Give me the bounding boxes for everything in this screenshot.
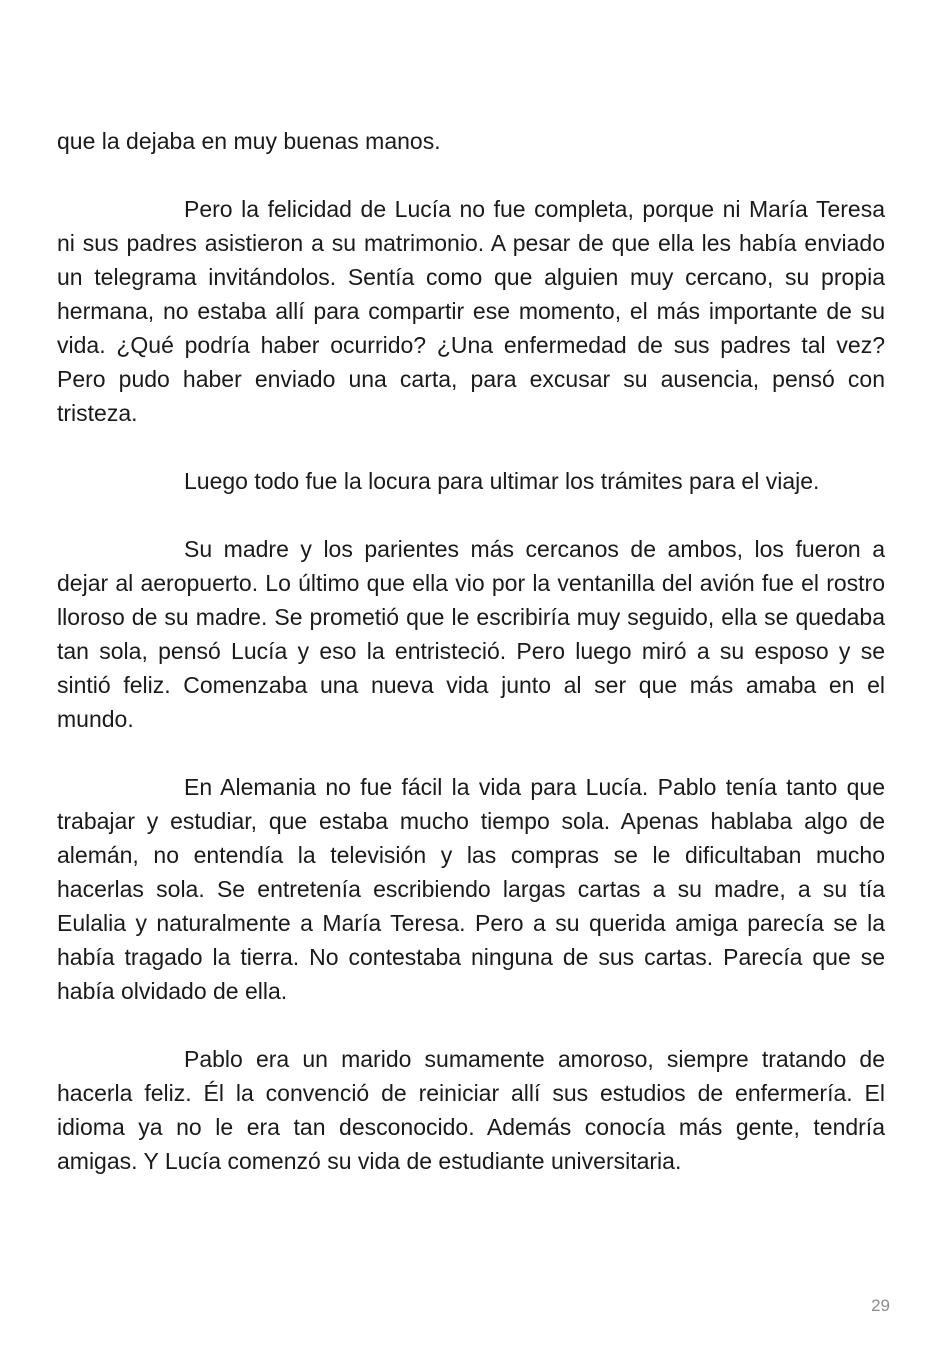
paragraph: Pero la felicidad de Lucía no fue completa, porque ni María Teresa ni sus padres asistieron a su matrimonio. A pesar de que ella les había enviado un telegrama invitándolos. Sentía como que alguien muy cercano, su propia hermana, no estaba allí para compartir ese momento, el más importante de su vida. ¿Qué podría haber ocurrido? ¿Una enfermedad de sus padres tal vez? Pero pudo haber enviado una carta, para excusar su ausencia, pensó con tristeza. [57,196,885,426]
paragraph: En Alemania no fue fácil la vida para Lucía. Pablo tenía tanto que trabajar y estudiar, que estaba mucho tiempo sola. Apenas hablaba algo de alemán, no entendía la televisión y las compras se le dificultaban mucho hacerlas sola. Se entretenía escribiendo largas cartas a su madre, a su tía Eulalia y naturalmente a María Teresa. Pero a su querida amiga parecía se la había tragado la tierra. No contestaba ninguna de sus cartas. Parecía que se había olvidado de ella. [57,774,885,1004]
paragraph-continuation: que la dejaba en muy buenas manos. [57,128,441,154]
page-number: 29 [871,1296,890,1315]
paragraph: Luego todo fue la locura para ultimar los trámites para el viaje. [184,468,820,494]
page-body [57,124,885,1178]
paragraph: Su madre y los parientes más cercanos de ambos, los fueron a dejar al aeropuerto. Lo último que ella vio por la ventanilla del avión fue el rostro lloroso de su madre. Se prometió que le escribiría muy seguido, ella se quedaba tan sola, pensó Lucía y eso la entristeció. Pero luego miró a su esposo y se sintió feliz. Comenzaba una nueva vida junto al ser que más amaba en el mundo. [57,536,885,732]
paragraph: Pablo era un marido sumamente amoroso, siempre tratando de hacerla feliz. Él la convenció de reiniciar allí sus estudios de enfermería. El idioma ya no le era tan desconocido. Además conocía más gente, tendría amigas. Y Lucía comenzó su vida de estudiante universitaria. [57,1046,885,1174]
